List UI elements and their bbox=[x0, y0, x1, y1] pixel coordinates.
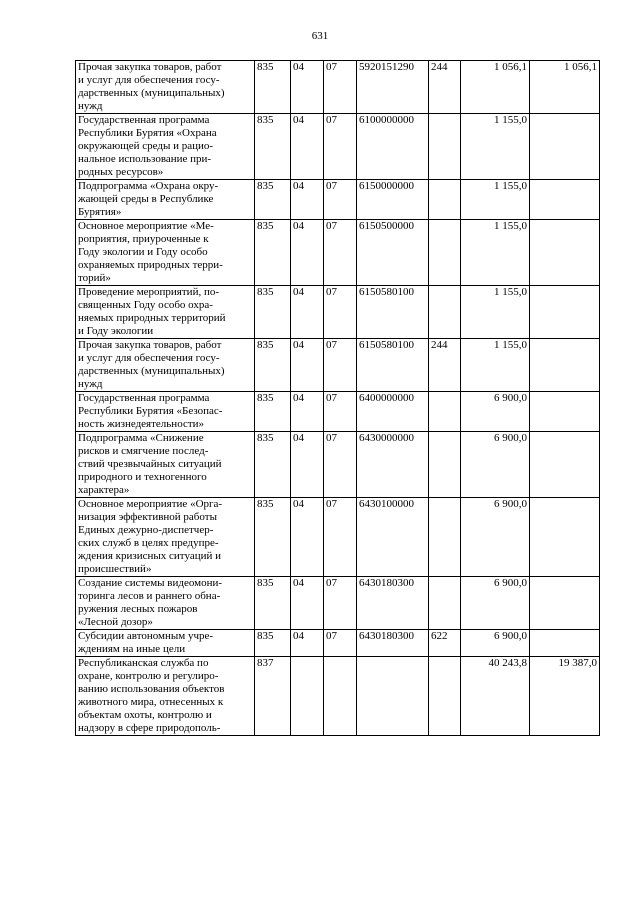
amount-subvention-cell bbox=[530, 657, 600, 736]
ministry-code-cell-text: 835 bbox=[257, 286, 274, 298]
table-row bbox=[76, 577, 600, 630]
section-code-cell bbox=[291, 220, 324, 286]
subsection-code-cell bbox=[324, 61, 357, 114]
amount-cell bbox=[461, 432, 530, 498]
expense-type-cell bbox=[429, 498, 461, 577]
target-article-cell bbox=[357, 392, 429, 432]
amount-subvention-cell bbox=[530, 577, 600, 630]
target-article-cell-text: 6430000000 bbox=[359, 432, 414, 444]
amount-cell-text: 6 900,0 bbox=[494, 630, 527, 642]
expense-name-cell bbox=[76, 392, 255, 432]
expense-name-cell bbox=[76, 339, 255, 392]
expense-type-cell bbox=[429, 577, 461, 630]
expense-type-cell-text: 244 bbox=[431, 339, 448, 351]
amount-subvention-cell-text: 19 387,0 bbox=[558, 657, 597, 669]
table-row bbox=[76, 657, 600, 736]
ministry-code-cell-text: 835 bbox=[257, 498, 274, 510]
expense-name-cell-text: Республиканская служба по охране, контролю и регулиро- ванию использования объектов животного мира, отнесенных к объектам охоты, контролю и надзору в сфере природополь- bbox=[78, 657, 225, 734]
target-article-cell-text: 6150580100 bbox=[359, 339, 414, 351]
amount-cell bbox=[461, 114, 530, 180]
section-code-cell-text: 04 bbox=[293, 220, 304, 232]
section-code-cell-text: 04 bbox=[293, 392, 304, 404]
table-row bbox=[76, 114, 600, 180]
table-row bbox=[76, 432, 600, 498]
amount-subvention-cell bbox=[530, 220, 600, 286]
section-code-cell-text: 04 bbox=[293, 498, 304, 510]
expense-name-cell bbox=[76, 61, 255, 114]
table-row bbox=[76, 220, 600, 286]
subsection-code-cell bbox=[324, 286, 357, 339]
subsection-code-cell bbox=[324, 432, 357, 498]
section-code-cell bbox=[291, 630, 324, 657]
target-article-cell bbox=[357, 61, 429, 114]
subsection-code-cell bbox=[324, 630, 357, 657]
ministry-code-cell-text: 835 bbox=[257, 577, 274, 589]
subsection-code-cell bbox=[324, 657, 357, 736]
ministry-code-cell-text: 835 bbox=[257, 392, 274, 404]
expense-type-cell bbox=[429, 392, 461, 432]
amount-cell-text: 1 155,0 bbox=[494, 180, 527, 192]
amount-subvention-cell bbox=[530, 630, 600, 657]
amount-cell bbox=[461, 392, 530, 432]
section-code-cell bbox=[291, 61, 324, 114]
section-code-cell-text: 04 bbox=[293, 114, 304, 126]
subsection-code-cell-text: 07 bbox=[326, 114, 337, 126]
amount-subvention-cell bbox=[530, 286, 600, 339]
subsection-code-cell bbox=[324, 114, 357, 180]
expense-name-cell bbox=[76, 498, 255, 577]
amount-cell bbox=[461, 220, 530, 286]
ministry-code-cell bbox=[255, 392, 291, 432]
subsection-code-cell-text: 07 bbox=[326, 339, 337, 351]
section-code-cell-text: 04 bbox=[293, 180, 304, 192]
ministry-code-cell-text: 835 bbox=[257, 180, 274, 192]
expense-type-cell-text: 622 bbox=[431, 630, 448, 642]
subsection-code-cell-text: 07 bbox=[326, 630, 337, 642]
expense-name-cell-text: Государственная программа Республики Бурятия «Охрана окружающей среды и рацио- нальное использование при- родных ресурсов» bbox=[78, 114, 217, 178]
section-code-cell bbox=[291, 286, 324, 339]
ministry-code-cell bbox=[255, 339, 291, 392]
target-article-cell bbox=[357, 339, 429, 392]
expense-name-cell-text: Проведение мероприятий, по- священных Году особо охра- няемых природных территорий и Году экологии bbox=[78, 286, 226, 337]
ministry-code-cell bbox=[255, 577, 291, 630]
ministry-code-cell bbox=[255, 286, 291, 339]
target-article-cell-text: 6150500000 bbox=[359, 220, 414, 232]
expense-name-cell-text: Прочая закупка товаров, работ и услуг для обеспечения госу- дарственных (муниципальных) нужд bbox=[78, 339, 225, 390]
section-code-cell bbox=[291, 498, 324, 577]
section-code-cell-text: 04 bbox=[293, 339, 304, 351]
expense-name-cell-text: Подпрограмма «Охрана окру- жающей среды в Республике Бурятия» bbox=[78, 180, 219, 218]
table-row bbox=[76, 286, 600, 339]
subsection-code-cell bbox=[324, 498, 357, 577]
table-row bbox=[76, 180, 600, 220]
section-code-cell-text: 04 bbox=[293, 577, 304, 589]
expense-name-cell-text: Создание системы видеомони- торинга лесов и раннего обна- ружения лесных пожаров «Лесной дозор» bbox=[78, 577, 223, 628]
target-article-cell-text: 6100000000 bbox=[359, 114, 414, 126]
expense-type-cell bbox=[429, 114, 461, 180]
subsection-code-cell-text: 07 bbox=[326, 577, 337, 589]
amount-cell-text: 1 155,0 bbox=[494, 220, 527, 232]
target-article-cell bbox=[357, 114, 429, 180]
expense-name-cell bbox=[76, 577, 255, 630]
amount-cell bbox=[461, 577, 530, 630]
section-code-cell bbox=[291, 577, 324, 630]
target-article-cell bbox=[357, 657, 429, 736]
amount-subvention-cell bbox=[530, 61, 600, 114]
subsection-code-cell bbox=[324, 392, 357, 432]
expense-name-cell bbox=[76, 630, 255, 657]
target-article-cell-text: 6150000000 bbox=[359, 180, 414, 192]
target-article-cell-text: 6430100000 bbox=[359, 498, 414, 510]
amount-cell bbox=[461, 657, 530, 736]
amount-cell-text: 1 155,0 bbox=[494, 114, 527, 126]
amount-subvention-cell-text: 1 056,1 bbox=[564, 61, 597, 73]
expense-type-cell-text: 244 bbox=[431, 61, 448, 73]
amount-cell-text: 1 056,1 bbox=[494, 61, 527, 73]
budget-table bbox=[75, 60, 600, 736]
expense-name-cell-text: Подпрограмма «Снижение рисков и смягчение послед- ствий чрезвычайных ситуаций природного и техногенного характера» bbox=[78, 432, 222, 496]
expense-type-cell bbox=[429, 630, 461, 657]
amount-cell bbox=[461, 286, 530, 339]
amount-subvention-cell bbox=[530, 432, 600, 498]
subsection-code-cell bbox=[324, 180, 357, 220]
section-code-cell bbox=[291, 339, 324, 392]
subsection-code-cell-text: 07 bbox=[326, 180, 337, 192]
section-code-cell-text: 04 bbox=[293, 61, 304, 73]
ministry-code-cell bbox=[255, 432, 291, 498]
table-row bbox=[76, 392, 600, 432]
section-code-cell-text: 04 bbox=[293, 432, 304, 444]
ministry-code-cell bbox=[255, 114, 291, 180]
ministry-code-cell bbox=[255, 61, 291, 114]
subsection-code-cell-text: 07 bbox=[326, 61, 337, 73]
ministry-code-cell-text: 835 bbox=[257, 61, 274, 73]
expense-name-cell bbox=[76, 657, 255, 736]
ministry-code-cell-text: 835 bbox=[257, 432, 274, 444]
expense-type-cell bbox=[429, 339, 461, 392]
amount-subvention-cell bbox=[530, 114, 600, 180]
subsection-code-cell-text: 07 bbox=[326, 286, 337, 298]
amount-cell-text: 6 900,0 bbox=[494, 498, 527, 510]
amount-cell-text: 1 155,0 bbox=[494, 286, 527, 298]
target-article-cell-text: 5920151290 bbox=[359, 61, 414, 73]
amount-cell bbox=[461, 498, 530, 577]
ministry-code-cell-text: 835 bbox=[257, 339, 274, 351]
section-code-cell bbox=[291, 432, 324, 498]
expense-name-cell-text: Основное мероприятие «Ме- роприятия, приуроченные к Году экологии и Году особо охраняемых природных терри- торий» bbox=[78, 220, 223, 284]
target-article-cell bbox=[357, 180, 429, 220]
table-row bbox=[76, 498, 600, 577]
amount-cell bbox=[461, 339, 530, 392]
target-article-cell-text: 6430180300 bbox=[359, 577, 414, 589]
amount-subvention-cell bbox=[530, 392, 600, 432]
expense-type-cell bbox=[429, 61, 461, 114]
amount-cell-text: 6 900,0 bbox=[494, 432, 527, 444]
amount-subvention-cell bbox=[530, 180, 600, 220]
ministry-code-cell bbox=[255, 630, 291, 657]
ministry-code-cell-text: 835 bbox=[257, 114, 274, 126]
target-article-cell bbox=[357, 220, 429, 286]
amount-cell-text: 1 155,0 bbox=[494, 339, 527, 351]
target-article-cell-text: 6400000000 bbox=[359, 392, 414, 404]
subsection-code-cell-text: 07 bbox=[326, 498, 337, 510]
subsection-code-cell bbox=[324, 577, 357, 630]
section-code-cell-text: 04 bbox=[293, 286, 304, 298]
table-row bbox=[76, 61, 600, 114]
table-row bbox=[76, 339, 600, 392]
table-body bbox=[76, 61, 600, 736]
amount-cell-text: 40 243,8 bbox=[488, 657, 527, 669]
ministry-code-cell bbox=[255, 220, 291, 286]
section-code-cell bbox=[291, 392, 324, 432]
table-row bbox=[76, 630, 600, 657]
expense-name-cell bbox=[76, 180, 255, 220]
section-code-cell-text: 04 bbox=[293, 630, 304, 642]
amount-cell-text: 6 900,0 bbox=[494, 392, 527, 404]
ministry-code-cell-text: 837 bbox=[257, 657, 274, 669]
page-number: 631 bbox=[311, 30, 329, 42]
expense-name-cell-text: Государственная программа Республики Бурятия «Безопас- ность жизнедеятельности» bbox=[78, 392, 223, 430]
amount-cell bbox=[461, 180, 530, 220]
expense-type-cell bbox=[429, 432, 461, 498]
section-code-cell bbox=[291, 657, 324, 736]
expense-name-cell bbox=[76, 114, 255, 180]
target-article-cell-text: 6150580100 bbox=[359, 286, 414, 298]
amount-cell bbox=[461, 630, 530, 657]
expense-type-cell bbox=[429, 220, 461, 286]
subsection-code-cell-text: 07 bbox=[326, 220, 337, 232]
amount-subvention-cell bbox=[530, 498, 600, 577]
target-article-cell bbox=[357, 577, 429, 630]
subsection-code-cell bbox=[324, 339, 357, 392]
expense-type-cell bbox=[429, 180, 461, 220]
expense-name-cell bbox=[76, 286, 255, 339]
section-code-cell bbox=[291, 114, 324, 180]
amount-cell bbox=[461, 61, 530, 114]
ministry-code-cell bbox=[255, 657, 291, 736]
subsection-code-cell-text: 07 bbox=[326, 432, 337, 444]
ministry-code-cell bbox=[255, 180, 291, 220]
amount-cell-text: 6 900,0 bbox=[494, 577, 527, 589]
ministry-code-cell-text: 835 bbox=[257, 220, 274, 232]
target-article-cell-text: 6430180300 bbox=[359, 630, 414, 642]
section-code-cell bbox=[291, 180, 324, 220]
expense-name-cell bbox=[76, 220, 255, 286]
expense-type-cell bbox=[429, 286, 461, 339]
ministry-code-cell-text: 835 bbox=[257, 630, 274, 642]
target-article-cell bbox=[357, 498, 429, 577]
expense-name-cell-text: Основное мероприятие «Орга- низация эффективной работы Единых дежурно-диспетчер- ских служб в целях предупре- ждения кризисных ситуаций и происшествий» bbox=[78, 498, 223, 575]
target-article-cell bbox=[357, 286, 429, 339]
expense-name-cell bbox=[76, 432, 255, 498]
amount-subvention-cell bbox=[530, 339, 600, 392]
expense-name-cell-text: Субсидии автономным учре- ждениям на иные цели bbox=[78, 630, 214, 655]
subsection-code-cell-text: 07 bbox=[326, 392, 337, 404]
expense-type-cell bbox=[429, 657, 461, 736]
target-article-cell bbox=[357, 630, 429, 657]
ministry-code-cell bbox=[255, 498, 291, 577]
target-article-cell bbox=[357, 432, 429, 498]
expense-name-cell-text: Прочая закупка товаров, работ и услуг для обеспечения госу- дарственных (муниципальных) нужд bbox=[78, 61, 225, 112]
subsection-code-cell bbox=[324, 220, 357, 286]
